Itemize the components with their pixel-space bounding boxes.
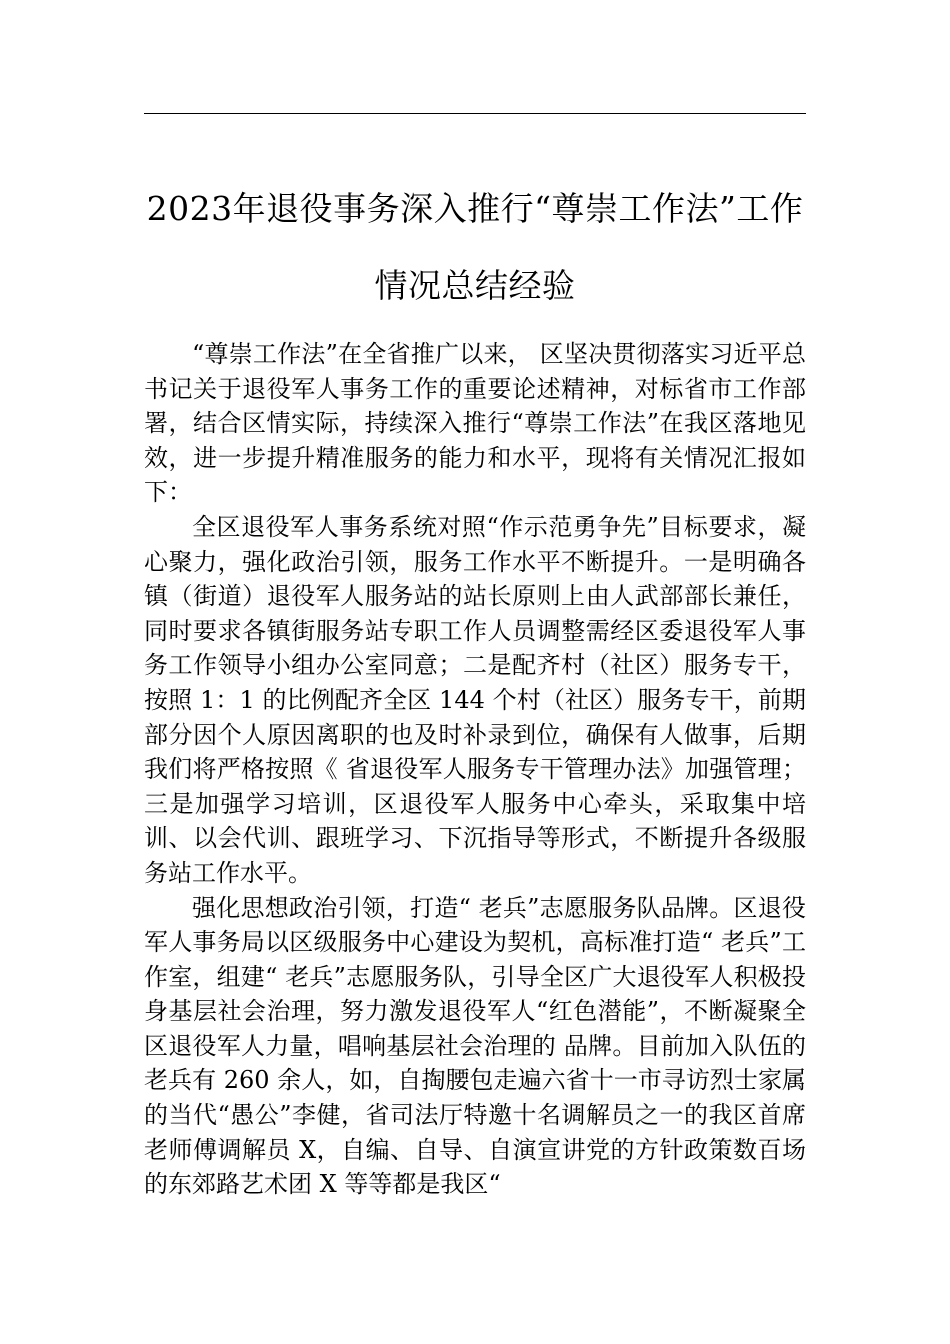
title-line-2: 情况总结经验 <box>374 266 576 305</box>
paragraph-veteran-volunteers: 强化思想政治引领，打造“ 老兵”志愿服务队品牌。区退役军人事务局以区级服务中心建设为契机，高标准打造“ 老兵”工作室，组建“ 老兵”志愿服务队，引导全区广大退役军人积极投身基层社会治理，努力激发退役军人“红色潜能”，不断凝聚全区退役军人力量，唱响基层社会治理的 品牌。目前加入队伍的老兵有 260 余人，如，自掏腰包走遍六省十一市寻访烈士家属的当代“愚公”李健，省司法厅特邀十名调解员之一的我区首席老师傅调解员 X，自编、自导、自演宣讲党的方针政策数百场的东郊路艺术团 X 等等都是我区“ <box>144 893 806 1199</box>
header-rule <box>144 113 806 114</box>
paragraph-intro: “尊崇工作法”在全省推广以来， 区坚决贯彻落实习近平总书记关于退役军人事务工作的重要论述精神，对标省市工作部署，结合区情实际，持续深入推行“尊崇工作法”在我区落地见效，进一步提升精准服务的能力和水平，现将有关情况汇报如下： <box>144 340 806 507</box>
document-body <box>144 337 806 1202</box>
paragraph-service-system: 全区退役军人事务系统对照“作示范勇争先”目标要求，凝心聚力，强化政治引领，服务工作水平不断提升。一是明确各镇（街道）退役军人服务站的站长原则上由人武部部长兼任，同时要求各镇街服务站专职工作人员调整需经区委退役军人事务工作领导小组办公室同意；二是配齐村（社区）服务专干，按照 1：1 的比例配齐全区 144 个村（社区）服务专干，前期部分因个人原因离职的也及时补录到位，确保有人做事，后期我们将严格按照《 省退役军人服务专干管理办法》加强管理；三是加强学习培训，区退役军人服务中心牵头，采取集中培训、以会代训、跟班学习、下沉指导等形式，不断提升各级服务站工作水平。 <box>144 512 806 887</box>
title-line-1: 2023年退役事务深入推行“尊崇工作法”工作 <box>146 189 804 228</box>
document-title <box>144 170 806 324</box>
